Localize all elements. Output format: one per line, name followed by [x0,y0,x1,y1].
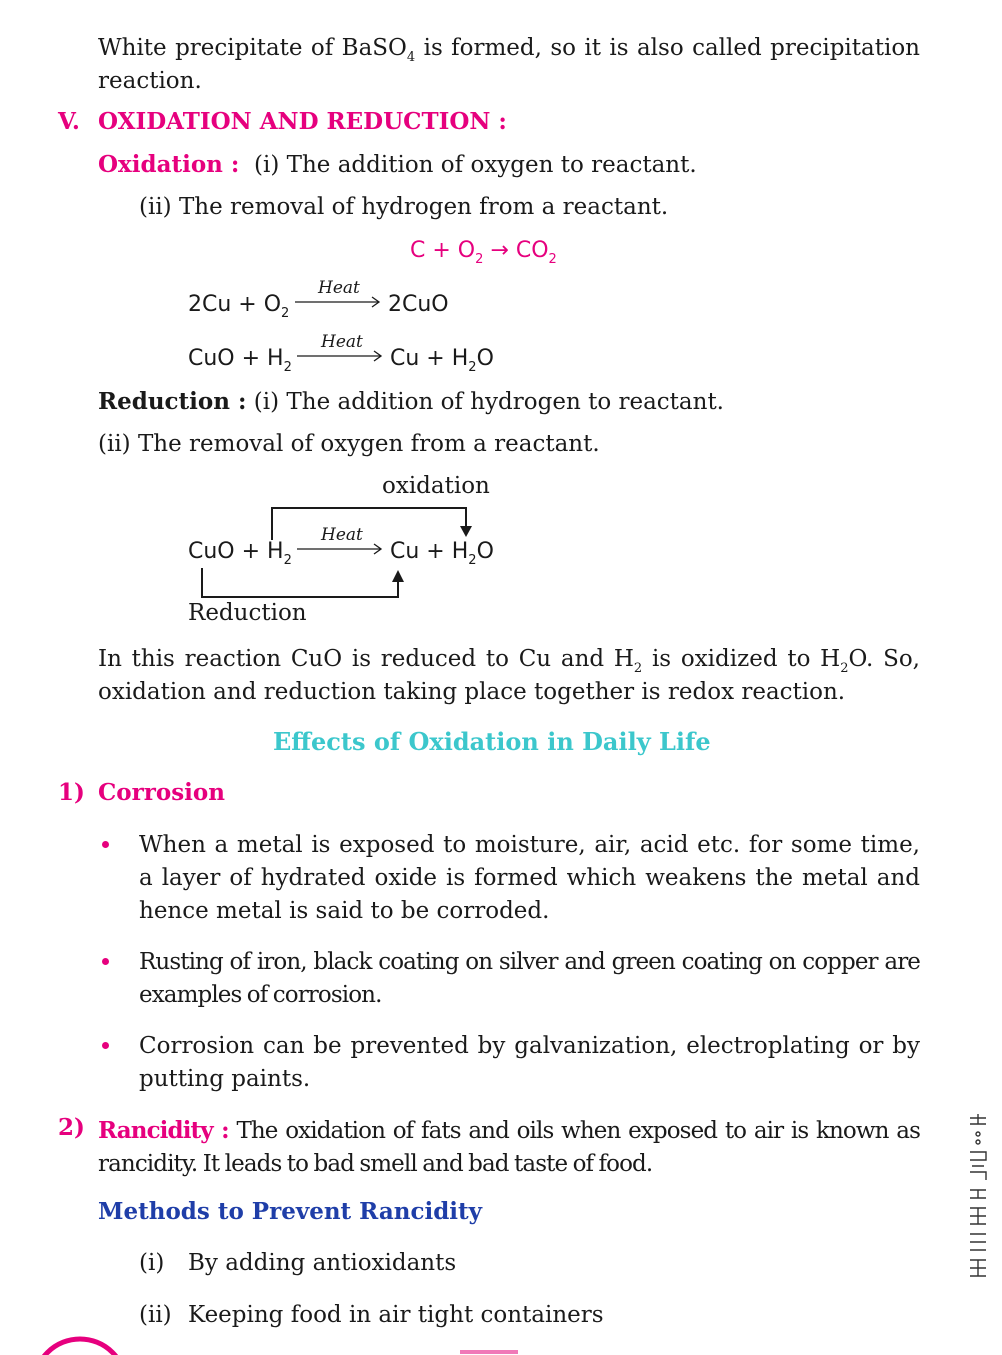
reduction-label: Reduction : [98,388,247,415]
reduction-def1-text: (i) The addition of hydrogen to reactant. [246,389,724,415]
bullet-dot [102,841,109,848]
eq-main-lhs-sub: 2 [475,252,484,267]
oxidation-definition-1 [98,151,697,178]
eq2-lhs-text: CuO + H [188,346,284,371]
cuo-reduction-lhs [188,346,292,375]
carbon-oxidation-equation [410,238,557,267]
intro-paragraph [98,32,920,98]
intro-text-rest: is formed, so it is also called precipitation reaction. [98,35,920,94]
eq1-heat-label: Heat [318,278,360,298]
effects-heading: Effects of Oxidation in Daily Life [273,727,711,756]
redox-sub-2: 2 [840,661,849,676]
methods-heading: Methods to Prevent Rancidity [98,1198,483,1225]
oxidation-label: Oxidation : [98,151,240,178]
diagram-reduction-label: Reduction [188,600,307,626]
cuo-reduction-rhs [390,346,494,375]
eq2-rhs-a: Cu + H [390,346,469,371]
eq1-arrow-icon [294,295,382,309]
rancidity-text: The oxidation of fats and oils when exposed to air is known as rancidity. It leads to bad smell and bad taste of food. [98,1118,920,1177]
intro-text: White precipitate of BaSO [98,35,407,61]
redox-sub-1: 2 [633,661,643,676]
eq-main-lhs: C + O [410,238,476,263]
redox-text-3: O. So, oxidation and reduction taking place together is redox reaction. [98,646,920,705]
eq-main-rhs-sub: 2 [548,252,557,267]
redox-paragraph [98,643,920,709]
corrosion-bullet-2: Rusting of iron, black coating on silver and green coating on copper are examples of corrosion. [139,949,920,1008]
diagram-rhs-sub: 2 [468,553,477,568]
intro-subscript: 4 [406,50,416,65]
redox-text-2: is oxidized to H [642,646,841,672]
rancidity-title: Rancidity : [98,1117,229,1144]
page-badge-circle [30,1325,130,1355]
eq2-lhs-sub: 2 [283,360,292,375]
diagram-oxidation-label: oxidation [382,473,490,499]
diagram-heat-label: Heat [321,525,363,545]
section-title: OXIDATION AND REDUCTION : [98,108,507,135]
eq2-rhs-b: O [476,346,494,371]
method-num-1: (i) [139,1250,165,1276]
reduction-definition-2: (ii) The removal of oxygen from a reactant. [98,431,600,457]
diagram-rhs [390,539,494,568]
eq2-rhs-sub: 2 [468,360,477,375]
oxidation-def1-text: (i) The addition of oxygen to reactant. [254,152,697,178]
redox-text-1: In this reaction CuO is reduced to Cu and H [98,646,634,672]
eq-main-arrow: → [490,238,509,263]
corrosion-bullet-1: When a metal is exposed to moisture, air, acid etc. for some time, a layer of hydrated oxide is formed which weakens the metal and hence metal is said to be corroded. [139,832,920,924]
eq1-lhs-text: 2Cu + O [188,292,282,317]
method-text-2: Keeping food in air tight containers [188,1302,604,1328]
eq1-lhs-sub: 2 [281,306,290,321]
corrosion-bullet-3: Corrosion can be prevented by galvanization, electroplating or by putting paints. [139,1033,920,1092]
reduction-definition-1 [98,388,724,415]
copper-oxidation-rhs: 2CuO [388,292,449,317]
diagram-rhs-a: Cu + H [390,539,469,564]
bottom-pink-rule [460,1350,518,1354]
corrosion-number: 1) [58,779,85,806]
bullet-dot [102,958,109,965]
diagram-lhs-text: CuO + H [188,539,284,564]
rancidity-number: 2) [58,1114,85,1141]
side-watermark-graphic [958,1110,998,1290]
diagram-lhs-sub: 2 [283,553,292,568]
copper-oxidation-lhs [188,292,290,321]
eq2-arrow-icon [296,349,384,363]
eq2-heat-label: Heat [321,332,363,352]
method-num-2: (ii) [139,1302,172,1328]
rancidity-paragraph [98,1114,920,1181]
corrosion-title: Corrosion [98,779,225,806]
bullet-dot [102,1042,109,1049]
diagram-lhs [188,539,292,568]
section-number: V. [58,108,80,135]
diagram-arrow-icon [296,542,384,556]
oxidation-definition-2: (ii) The removal of hydrogen from a reactant. [139,194,669,220]
eq-main-rhs: CO [515,238,549,263]
method-text-1: By adding antioxidants [188,1250,457,1276]
diagram-rhs-b: O [476,539,494,564]
